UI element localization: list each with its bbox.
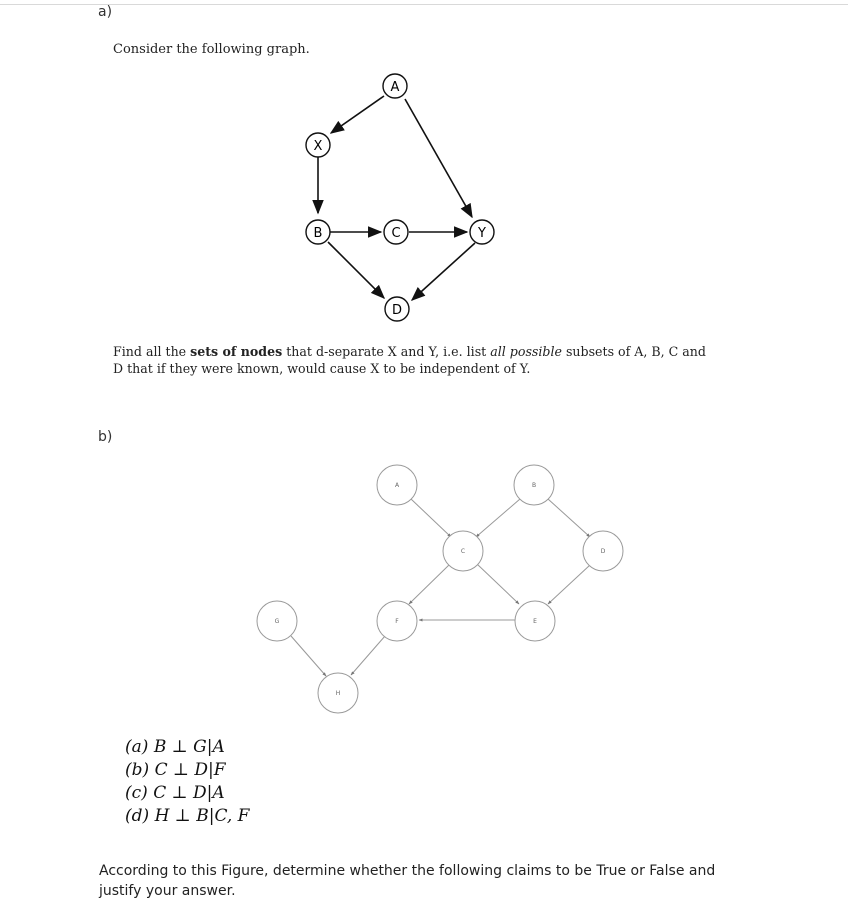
graph-a-edges [318, 96, 475, 300]
graph-b-edges [291, 499, 590, 676]
edge-b-c-e [477, 564, 519, 604]
node-b-g [257, 601, 297, 641]
node-b-h [318, 673, 358, 713]
claim-a: (a) B ⊥ G|A [125, 737, 225, 757]
edge-b-a-c [411, 499, 451, 537]
svg-text:F: F [395, 618, 399, 625]
edge-a-y [405, 99, 472, 217]
svg-text:C: C [460, 548, 466, 555]
graph-a-nodes [306, 74, 494, 321]
svg-text:B: B [531, 482, 537, 489]
graph-b-nodes [257, 465, 623, 713]
edge-a-x [331, 96, 384, 133]
edge-b-b-c [476, 499, 520, 537]
question-text: Find all the sets of nodes that d-separate X and Y, i.e. list all possible subsets of A, B, C and D that if they were known, would cause X to be independent of Y. [113, 344, 706, 376]
node-a [383, 74, 407, 98]
intro-text: Consider the following graph. [113, 42, 310, 57]
svg-text:A: A [394, 482, 400, 489]
svg-text:D: D [391, 303, 403, 318]
claim-b: (b) C ⊥ D|F [125, 760, 226, 780]
node-b-b [514, 465, 554, 505]
svg-text:X: X [313, 139, 323, 154]
svg-text:H: H [335, 690, 341, 697]
svg-text:B: B [313, 226, 323, 241]
node-b-c [443, 531, 483, 571]
edge-b-g-h [291, 636, 326, 676]
svg-text:Y: Y [478, 226, 486, 241]
claim-d: (d) H ⊥ B|C, F [125, 806, 250, 826]
edge-b-f-h [351, 636, 385, 675]
claim-c: (c) C ⊥ D|A [125, 783, 225, 803]
svg-text:E: E [533, 618, 537, 625]
node-x [306, 133, 330, 157]
svg-text:A: A [390, 80, 400, 95]
node-b [306, 220, 330, 244]
node-b-e [515, 601, 555, 641]
edge-b-b-d [548, 499, 590, 537]
svg-text:D: D [600, 548, 606, 555]
edge-y-d [412, 243, 475, 300]
claims-list [125, 736, 249, 828]
node-c [384, 220, 408, 244]
footer-instruction: According to this Figure, determine whether the following claims to be True or False and justify your answer. [99, 863, 716, 899]
node-b-d [583, 531, 623, 571]
svg-text:C: C [391, 226, 401, 241]
node-b-f [377, 601, 417, 641]
edge-b-d-e [548, 565, 590, 604]
part-b-label: b) [98, 429, 113, 445]
part-a-label: a) [98, 4, 113, 20]
node-b-a [377, 465, 417, 505]
edge-b-d [328, 242, 384, 298]
node-y [470, 220, 494, 244]
node-d [385, 297, 409, 321]
edge-b-c-f [409, 564, 450, 604]
svg-text:G: G [274, 618, 280, 625]
